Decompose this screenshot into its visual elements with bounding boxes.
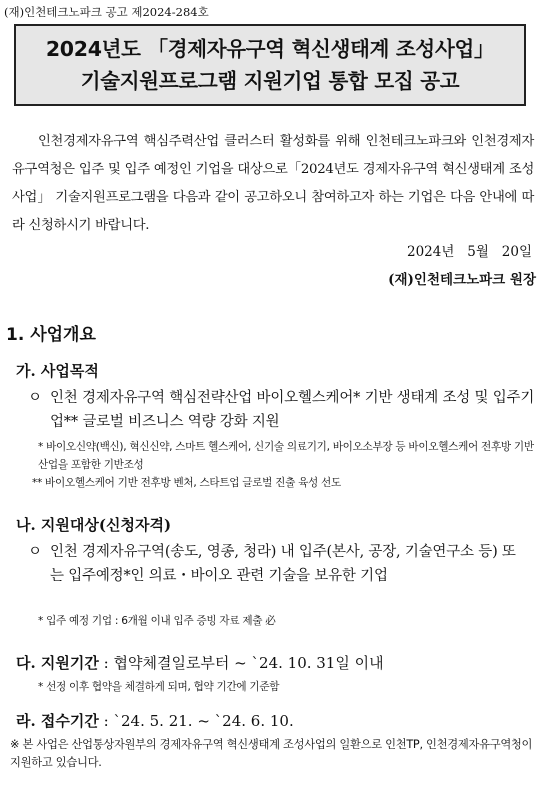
title-line-1: 2024년도 「경제자유구역 혁신생태계 조성사업」: [45, 37, 495, 61]
section-title: 1. 사업개요: [6, 325, 96, 345]
eligibility-note: * 입주 예정 기업 : 6개월 이내 입주 증빙 자료 제출 必: [38, 615, 276, 627]
purpose-bullet: [28, 386, 538, 434]
eligibility-bullet: [28, 540, 518, 588]
purpose-note-2: ** 바이오헬스케어 기반 전후방 벤처, 스타트업 글로벌 진출 육성 선도: [32, 477, 341, 489]
reception-value: : `24. 5. 21. ~ `24. 6. 10.: [98, 712, 294, 730]
issuer: (재)인천테크노파크 원장: [388, 272, 536, 288]
eligibility-heading: 나. 지원대상(신청자격): [16, 516, 172, 534]
reception-heading: 라. 접수기간: [16, 712, 99, 730]
title-line-2: 기술지원프로그램 지원기업 통합 모집 공고: [80, 69, 460, 93]
purpose-text: 인천 경제자유구역 핵심전략산업 바이오헬스케어* 기반 생태계 조성 및 입주기업** 글로벌 비즈니스 역량 강화 지원: [50, 390, 535, 430]
period-heading: 다. 지원기간: [16, 654, 99, 672]
period-line: [16, 652, 384, 673]
eligibility-text: 인천 경제자유구역(송도, 영종, 청라) 내 입주(본사, 공장, 기술연구소 등) 또는 입주예정*인 의료・바이오 관련 기술을 보유한 기업: [50, 544, 516, 584]
bullet-mark: ㅇ: [28, 544, 42, 560]
purpose-heading: 가. 사업목적: [16, 362, 99, 380]
reception-line: [16, 710, 294, 731]
title-box: [14, 24, 526, 106]
purpose-note-1: * 바이오신약(백신), 혁신신약, 스마트 헬스케어, 신기술 의료기기, 바이오소부장 등 바이오헬스케어 전후방 기반 산업을 포함한 기반조성: [38, 441, 534, 471]
notice-number: (재)인천테크노파크 공고 제2024-284호: [4, 5, 209, 19]
intro-paragraph: 인천경제자유구역 핵심주력산업 클러스터 활성화를 위해 인천테크노파크와 인천경제자유구역청은 입주 및 입주 예정인 기업을 대상으로「2024년도 경제자유구역 혁신생태계 조성사업」 기술지원프로그램을 다음과 같이 공고하오니 참여하고자 하는 기업은 다음 안내에 따라 신청하시기 바랍니다.: [12, 134, 534, 233]
footer-note: ※ 본 사업은 산업통상자원부의 경제자유구역 혁신생태계 조성사업의 일환으로 인천TP, 인천경제자유구역청이 지원하고 있습니다.: [10, 738, 533, 769]
bullet-mark: ㅇ: [28, 390, 42, 406]
announcement-date: 2024년 5월 20일: [407, 244, 532, 260]
period-note: * 선정 이후 협약을 체결하게 되며, 협약 기간에 기준함: [38, 681, 280, 693]
period-value: : 협약체결일로부터 ~ `24. 10. 31일 이내: [98, 654, 384, 672]
